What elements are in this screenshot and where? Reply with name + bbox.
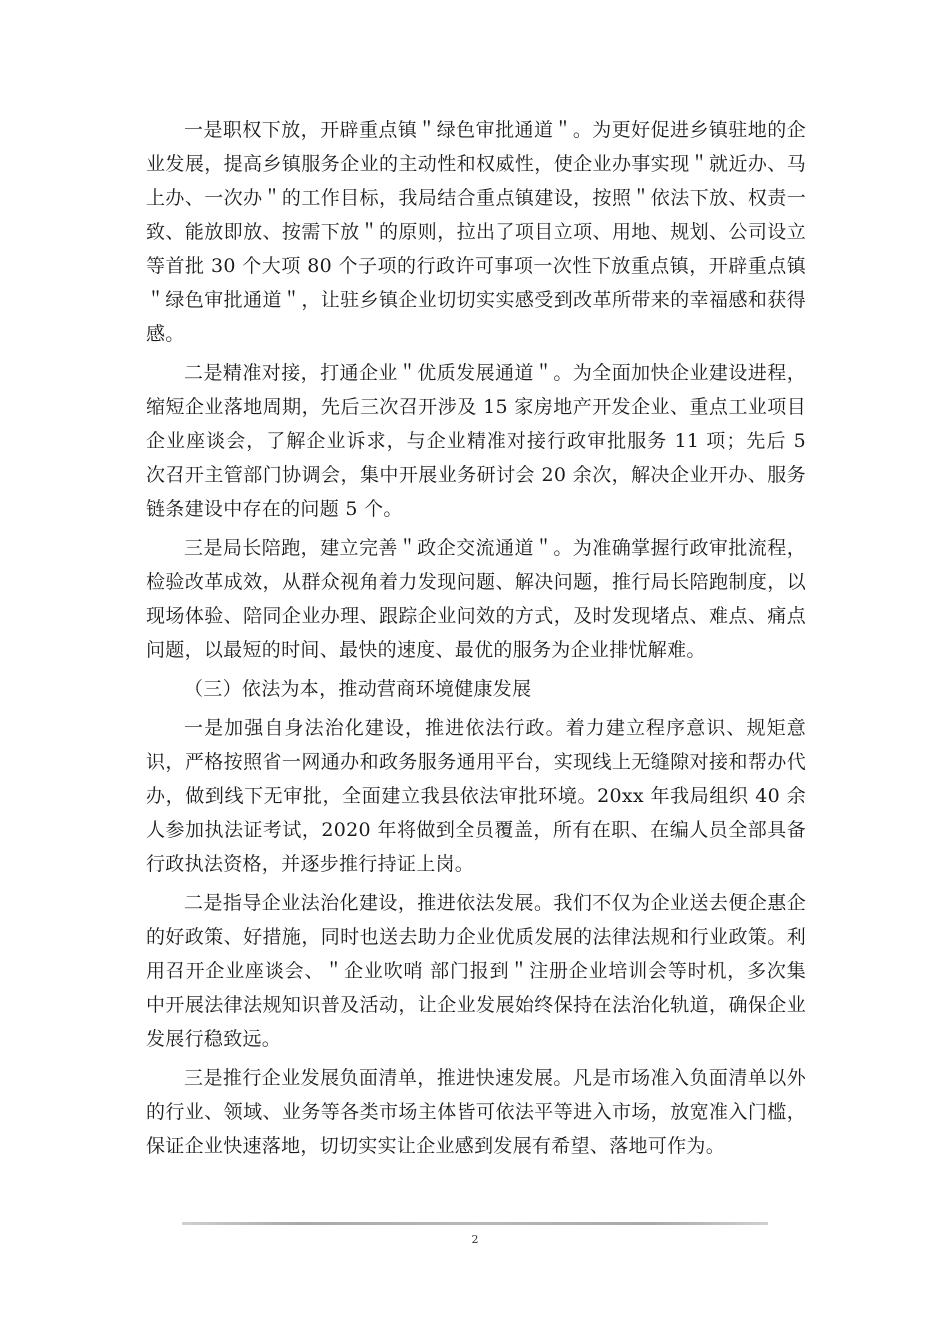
paragraph: 一是加强自身法治化建设，推进依法行政。着力建立程序意识、规矩意识，严格按照省一网通办和政务服务通用平台，实现线上无缝隙对接和帮办代办，做到线下无审批，全面建立我县依法审批环境。20xx 年我局组织 40 余人参加执法证考试，2020 年将做到全员覆盖，所有在职、在编人员全部具备行政执法资格，并逐步推行持证上岗。 bbox=[146, 717, 806, 875]
footer-divider bbox=[182, 1222, 768, 1225]
document-body bbox=[146, 113, 806, 1168]
paragraph: 二是精准对接，打通企业＂优质发展通道＂。为全面加快企业建设进程，缩短企业落地周期，先后三次召开涉及 15 家房地产开发企业、重点工业项目企业座谈会，了解企业诉求，与企业精准对接行政审批服务 11 项；先后 5 次召开主管部门协调会，集中开展业务研讨会 20 余次，解决企业开办、服务链条建设中存在的问题 5 个。 bbox=[146, 362, 806, 520]
paragraph: 三是推行企业发展负面清单，推进快速发展。凡是市场准入负面清单以外的行业、领域、业务等各类市场主体皆可依法平等进入市场，放宽准入门槛，保证企业快速落地，切切实实让企业感到发展有希望、落地可作为。 bbox=[146, 1067, 806, 1157]
page-number: 2 bbox=[471, 1233, 479, 1246]
section-heading: （三）依法为本，推动营商环境健康发展 bbox=[184, 678, 532, 700]
paragraph: 一是职权下放，开辟重点镇＂绿色审批通道＂。为更好促进乡镇驻地的企业发展，提高乡镇服务企业的主动性和权威性，使企业办事实现＂就近办、马上办、一次办＂的工作目标，我局结合重点镇建设，按照＂依法下放、权责一致、能放即放、按需下放＂的原则，拉出了项目立项、用地、规划、公司设立等首批 30 个大项 80 个子项的行政许可事项一次性下放重点镇，开辟重点镇＂绿色审批通道＂，让驻乡镇企业切切实实感受到改革所带来的幸福感和获得感。 bbox=[146, 119, 806, 345]
paragraph: 二是指导企业法治化建设，推进依法发展。我们不仅为企业送去便企惠企的好政策、好措施，同时也送去助力企业优质发展的法律法规和行业政策。利用召开企业座谈会、＂企业吹哨 部门报到＂注册企业培训会等时机，多次集中开展法律法规知识普及活动，让企业发展始终保持在法治化轨道，确保企业发展行稳致远。 bbox=[146, 892, 806, 1050]
paragraph: 三是局长陪跑，建立完善＂政企交流通道＂。为准确掌握行政审批流程，检验改革成效，从群众视角着力发现问题、解决问题，推行局长陪跑制度，以现场体验、陪同企业办理、跟踪企业问效的方式，及时发现堵点、难点、痛点问题，以最短的时间、最快的速度、最优的服务为企业排忧解难。 bbox=[146, 537, 806, 661]
